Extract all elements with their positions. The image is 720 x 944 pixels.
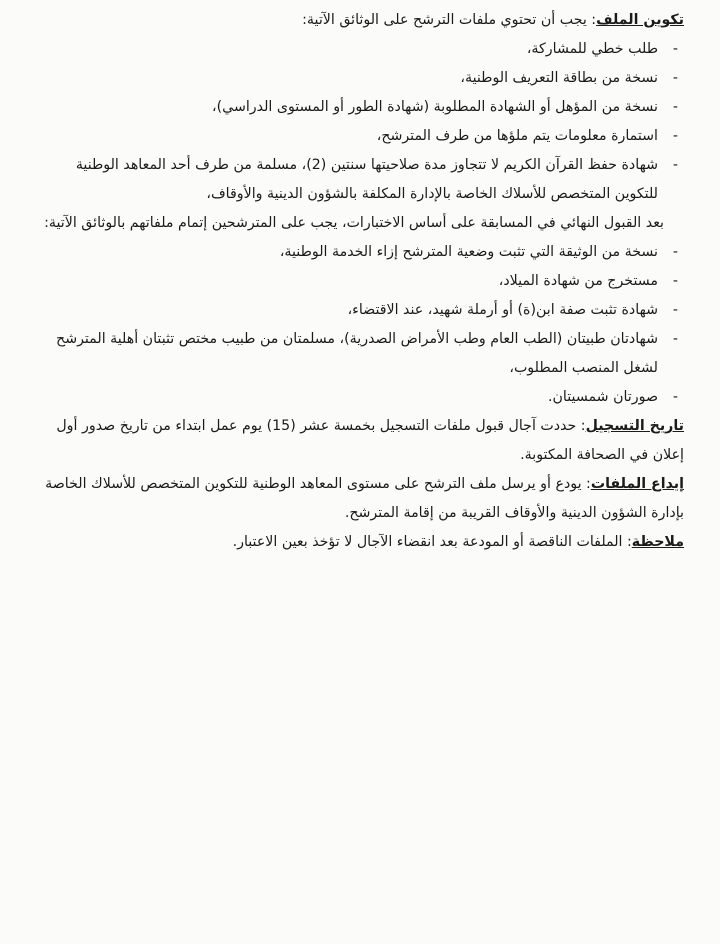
final-acceptance-list	[40, 238, 684, 412]
list-item: - نسخة من بطاقة التعريف الوطنية،	[40, 64, 684, 93]
file-composition-paragraph	[40, 6, 684, 35]
list-item: - نسخة من الوثيقة التي تثبت وضعية المترشح إزاء الخدمة الوطنية،	[40, 238, 684, 267]
list-item: - طلب خطي للمشاركة،	[40, 35, 684, 64]
file-deposit-paragraph	[40, 470, 684, 528]
list-item: - شهادة تثبت صفة ابن(ة) أو أرملة شهيد، عند الاقتضاء،	[40, 296, 684, 325]
note-paragraph	[40, 528, 684, 557]
file-composition-list	[40, 35, 684, 209]
note-text: : الملفات الناقصة أو المودعة بعد انقضاء الآجال لا تؤخذ بعين الاعتبار.	[232, 534, 632, 550]
list-item: - شهادة حفظ القرآن الكريم لا تتجاوز مدة صلاحيتها سنتين (2)، مسلمة من طرف أحد المعاهد الوطنية للتكوين المتخصص للأسلاك الخاصة بالإدارة المكلفة بالشؤون الدينية والأوقاف،	[40, 151, 684, 209]
list-item: - مستخرج من شهادة الميلاد،	[40, 267, 684, 296]
list-item: - صورتان شمسيتان.	[40, 383, 684, 412]
list-item: - استمارة معلومات يتم ملؤها من طرف المترشح،	[40, 122, 684, 151]
file-composition-heading: تكوين الملف	[596, 12, 684, 28]
registration-date-text: : حددت آجال قبول ملفات التسجيل بخمسة عشر (15) يوم عمل ابتداء من تاريخ صدور أول إعلان في الصحافة المكتوبة.	[56, 418, 684, 463]
file-composition-intro: : يجب أن تحتوي ملفات الترشح على الوثائق الآتية:	[302, 12, 597, 28]
registration-date-heading: تاريخ التسجيل	[585, 418, 684, 434]
file-deposit-heading: إيداع الملفات	[590, 476, 684, 492]
registration-date-paragraph	[40, 412, 684, 470]
list-item: - شهادتان طبيتان (الطب العام وطب الأمراض الصدرية)، مسلمتان من طبيب مختص تثبتان أهلية المترشح لشغل المنصب المطلوب،	[40, 325, 684, 383]
list-item: - نسخة من المؤهل أو الشهادة المطلوبة (شهادة الطور أو المستوى الدراسي)،	[40, 93, 684, 122]
final-acceptance-intro: بعد القبول النهائي في المسابقة على أساس الاختبارات، يجب على المترشحين إتمام ملفاتهم بالوثائق الآتية:	[44, 215, 664, 231]
note-heading: ملاحظة	[631, 534, 684, 550]
file-deposit-text: : يودع أو يرسل ملف الترشح على مستوى المعاهد الوطنية للتكوين المتخصص للأسلاك الخاصة بإدارة الشؤون الدينية والأوقاف القريبة من إقامة المترشح.	[45, 476, 684, 521]
